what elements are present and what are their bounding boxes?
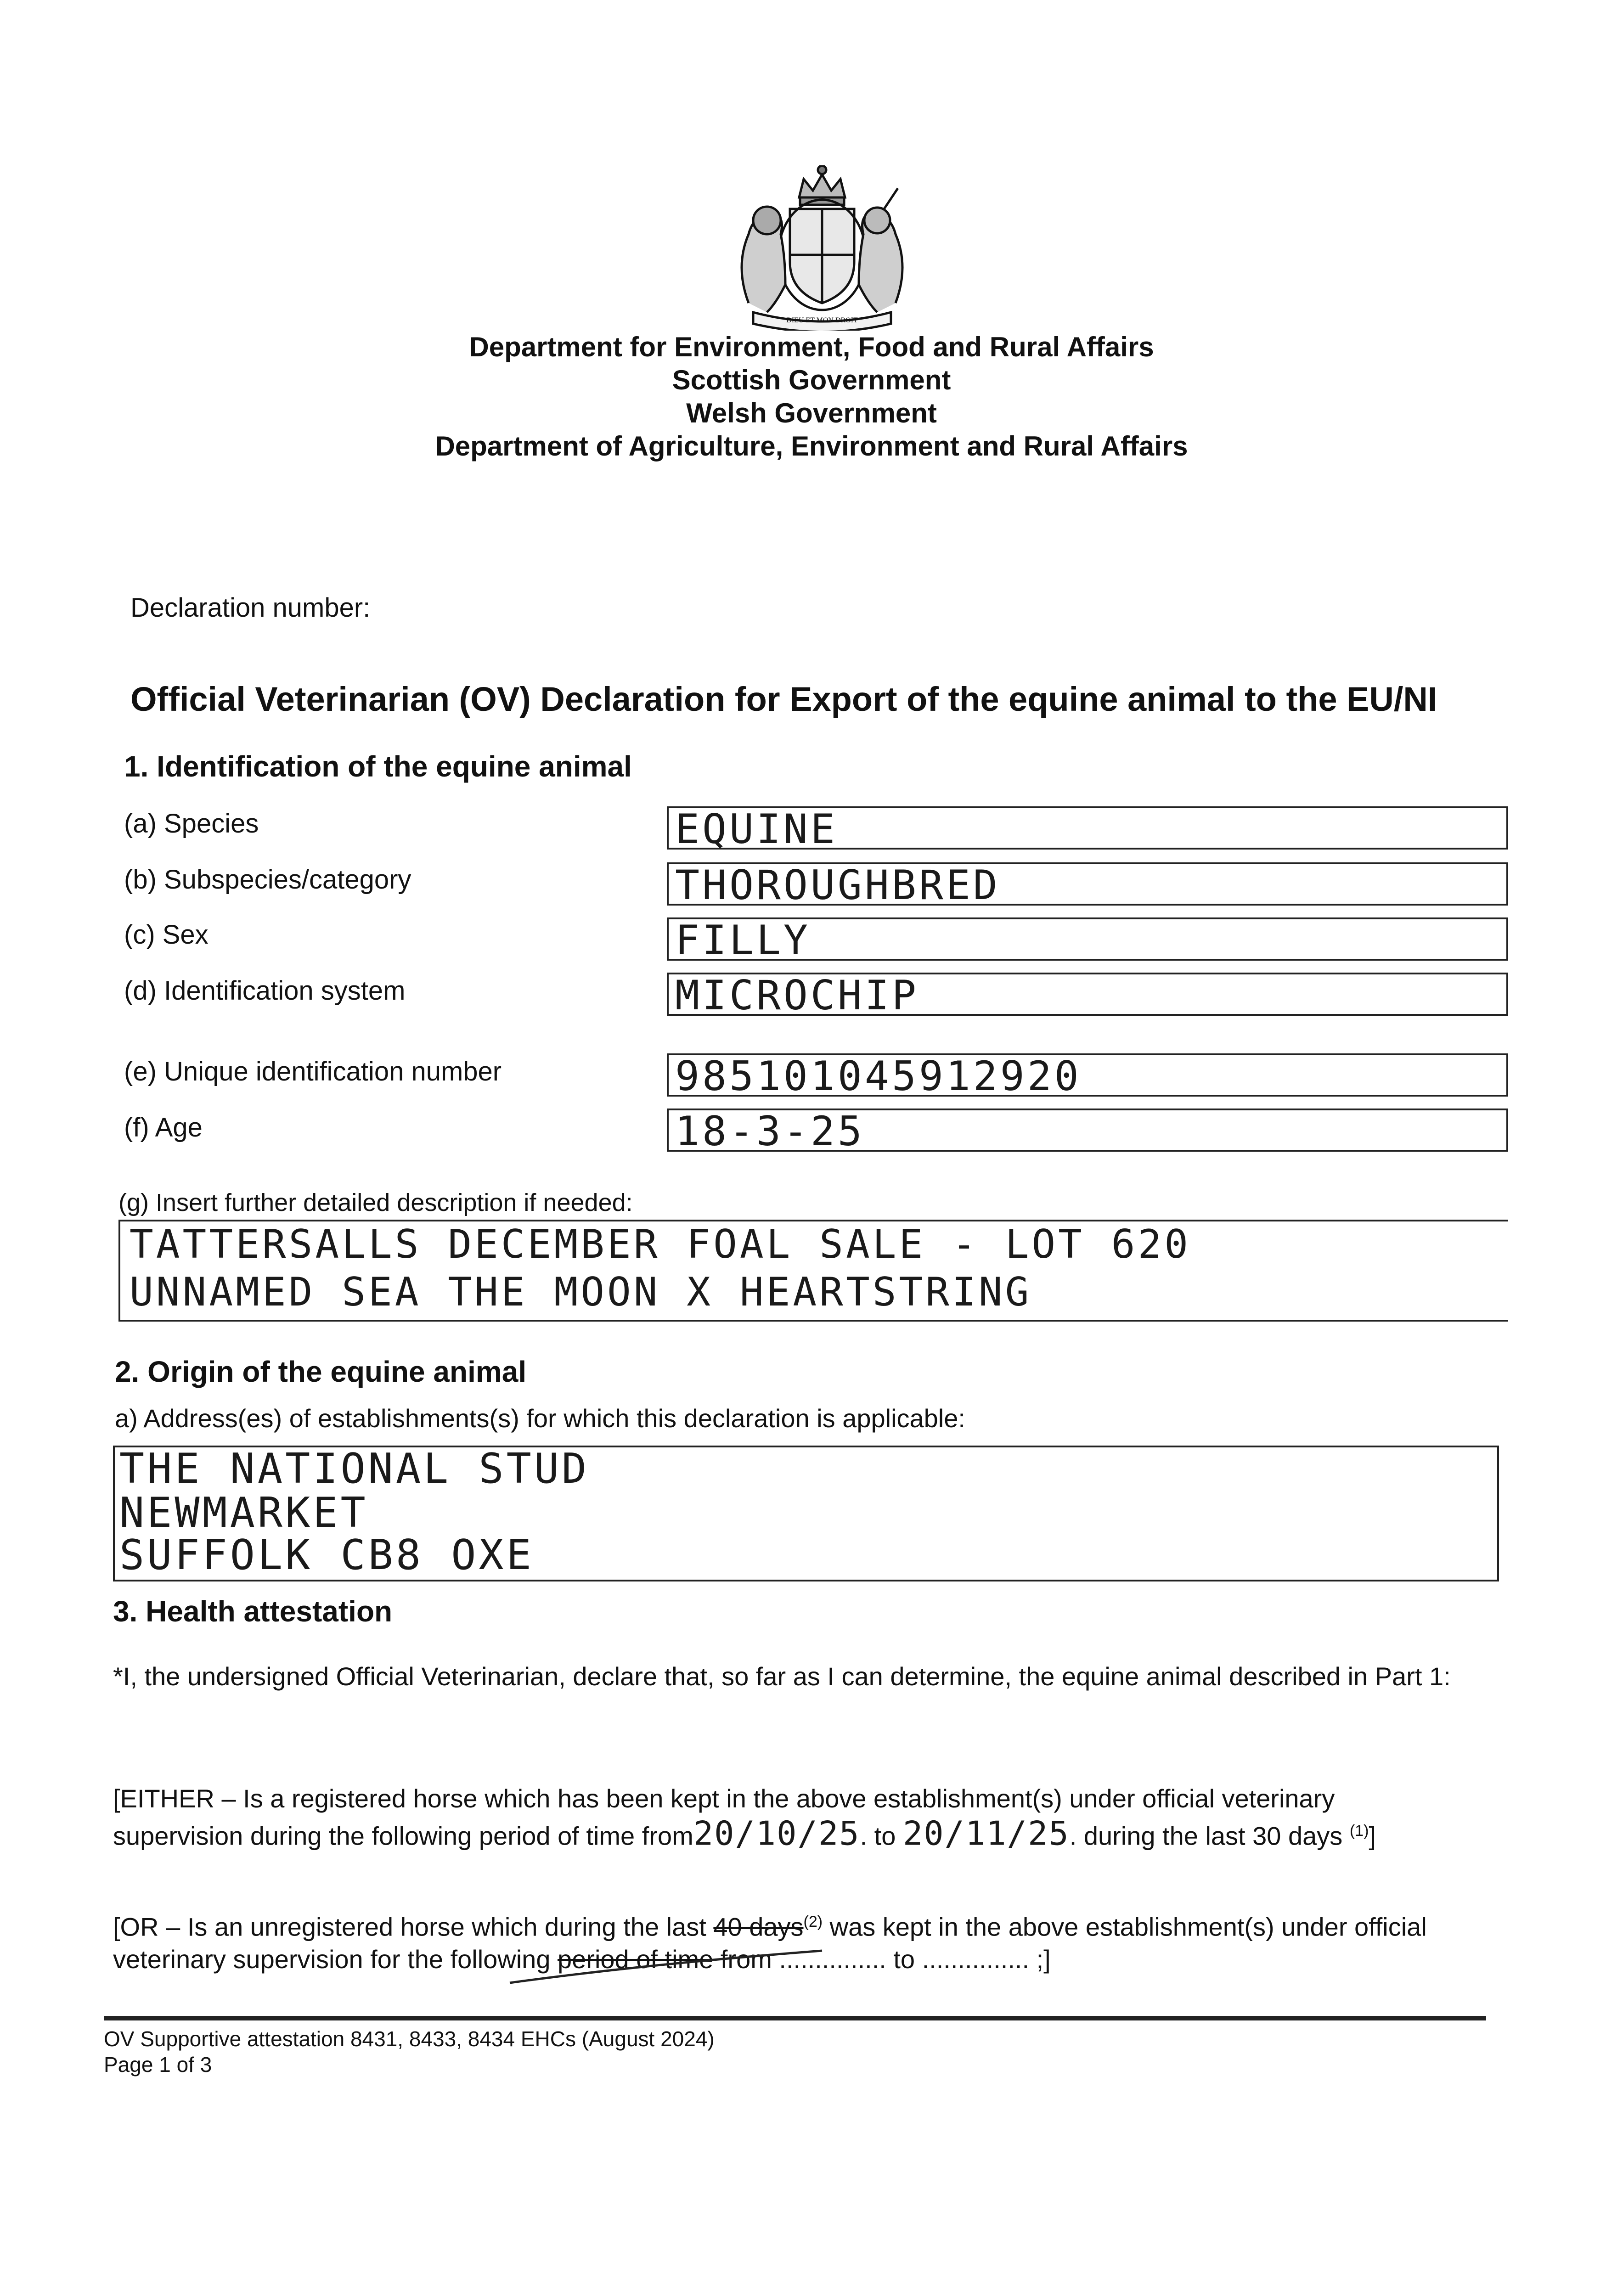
either-close: ] [1369, 1821, 1376, 1851]
sex-field[interactable] [667, 917, 1508, 964]
sex-value: FILLY [675, 917, 811, 964]
field-label-subspecies: (b) Subspecies/category [124, 865, 411, 895]
footer-page-number: Page 1 of 3 [104, 2053, 212, 2077]
address-line-3: SUFFOLK CB8 OXE [119, 1531, 534, 1579]
further-description-box[interactable] [118, 1220, 1508, 1322]
or-days: 40 days [713, 1912, 804, 1941]
footer-rule [104, 2016, 1486, 2020]
field-label-sex: (c) Sex [124, 920, 209, 950]
or-line-1-end: was kept in the above establishment(s) under official [829, 1912, 1427, 1941]
subspecies-field[interactable] [667, 861, 1508, 909]
strike-through-mark [505, 1946, 827, 1987]
or-period: period of time [558, 1944, 714, 1974]
species-field[interactable] [667, 805, 1508, 853]
either-from-date: 20/10/25 [693, 1814, 860, 1853]
identification-system-field[interactable] [667, 972, 1508, 1019]
or-footnote: (2) [803, 1913, 823, 1930]
department-defra: Department for Environment, Food and Rural Affairs [469, 332, 1154, 362]
either-paragraph [113, 1783, 1518, 1852]
species-value: EQUINE [675, 805, 838, 853]
further-description-line-2: UNNAMED SEA THE MOON X HEARTSTRING [130, 1269, 1032, 1315]
age-field[interactable] [667, 1108, 1508, 1155]
address-line-2: NEWMARKET [119, 1489, 368, 1537]
section3-heading: 3. Health attestation [113, 1595, 393, 1628]
page-title: Official Veterinarian (OV) Declaration for Export of the equine animal to the EU/NI [130, 680, 1437, 718]
declaration-number-label: Declaration number: [130, 593, 371, 623]
field-label-species: (a) Species [124, 809, 259, 838]
footer [104, 2026, 715, 2077]
royal-coat-of-arms-icon [716, 165, 928, 331]
footer-attestation: OV Supportive attestation 8431, 8433, 8434 EHCs (August 2024) [104, 2027, 715, 2051]
either-to-date: 20/11/25 [902, 1814, 1070, 1853]
field-label-identification-system: (d) Identification system [124, 976, 406, 1006]
department-daera: Department of Agriculture, Environment and Rural Affairs [435, 431, 1188, 461]
or-line-2-start: veterinary supervision for the following [113, 1944, 551, 1974]
subspecies-value: THOROUGHBRED [675, 861, 1000, 909]
field-label-age: (f) Age [124, 1113, 203, 1142]
address-line-1: THE NATIONAL STUD [119, 1445, 590, 1493]
svg-text:DIEU ET MON DROIT: DIEU ET MON DROIT [786, 316, 858, 324]
crest [716, 165, 928, 331]
department-welsh-gov: Welsh Government [686, 398, 937, 428]
age-value: 18-3-25 [675, 1108, 865, 1155]
further-description-line-1: TATTERSALLS DECEMBER FOAL SALE - LOT 620 [130, 1221, 1191, 1267]
address-box[interactable] [113, 1446, 1499, 1581]
either-line-2 [113, 1815, 1518, 1852]
uin-value: 985101045912920 [675, 1052, 1082, 1100]
address-label: a) Address(es) of establishments(s) for which this declaration is applicable: [115, 1404, 965, 1433]
either-to-word: . to [860, 1821, 896, 1851]
either-footnote: (1) [1349, 1822, 1369, 1840]
or-line-1-start: [OR – Is an unregistered horse which during the last [113, 1912, 706, 1941]
either-line-1: [EITHER – Is a registered horse which has been kept in the above establishment(s) under official veterinary [113, 1784, 1335, 1813]
section1-heading: 1. Identification of the equine animal [124, 750, 632, 783]
field-label-uin: (e) Unique identification number [124, 1057, 502, 1086]
or-line-2-end: from ............... to ............... ;] [720, 1944, 1051, 1974]
identification-system-value: MICROCHIP [675, 972, 919, 1019]
section2-heading: 2. Origin of the equine animal [115, 1355, 527, 1388]
department-list [0, 331, 1623, 463]
either-line-2-start: supervision during the following period of time from [113, 1821, 693, 1851]
either-line-2-end: . during the last 30 days [1069, 1821, 1343, 1851]
further-description-label: (g) Insert further detailed description if needed: [118, 1189, 633, 1216]
uin-field[interactable] [667, 1052, 1508, 1100]
department-scottish-gov: Scottish Government [672, 365, 951, 395]
or-line-1 [113, 1906, 1518, 1943]
health-intro: *I, the undersigned Official Veterinarian, declare that, so far as I can determine, the equine animal described in Part 1: [113, 1662, 1451, 1691]
